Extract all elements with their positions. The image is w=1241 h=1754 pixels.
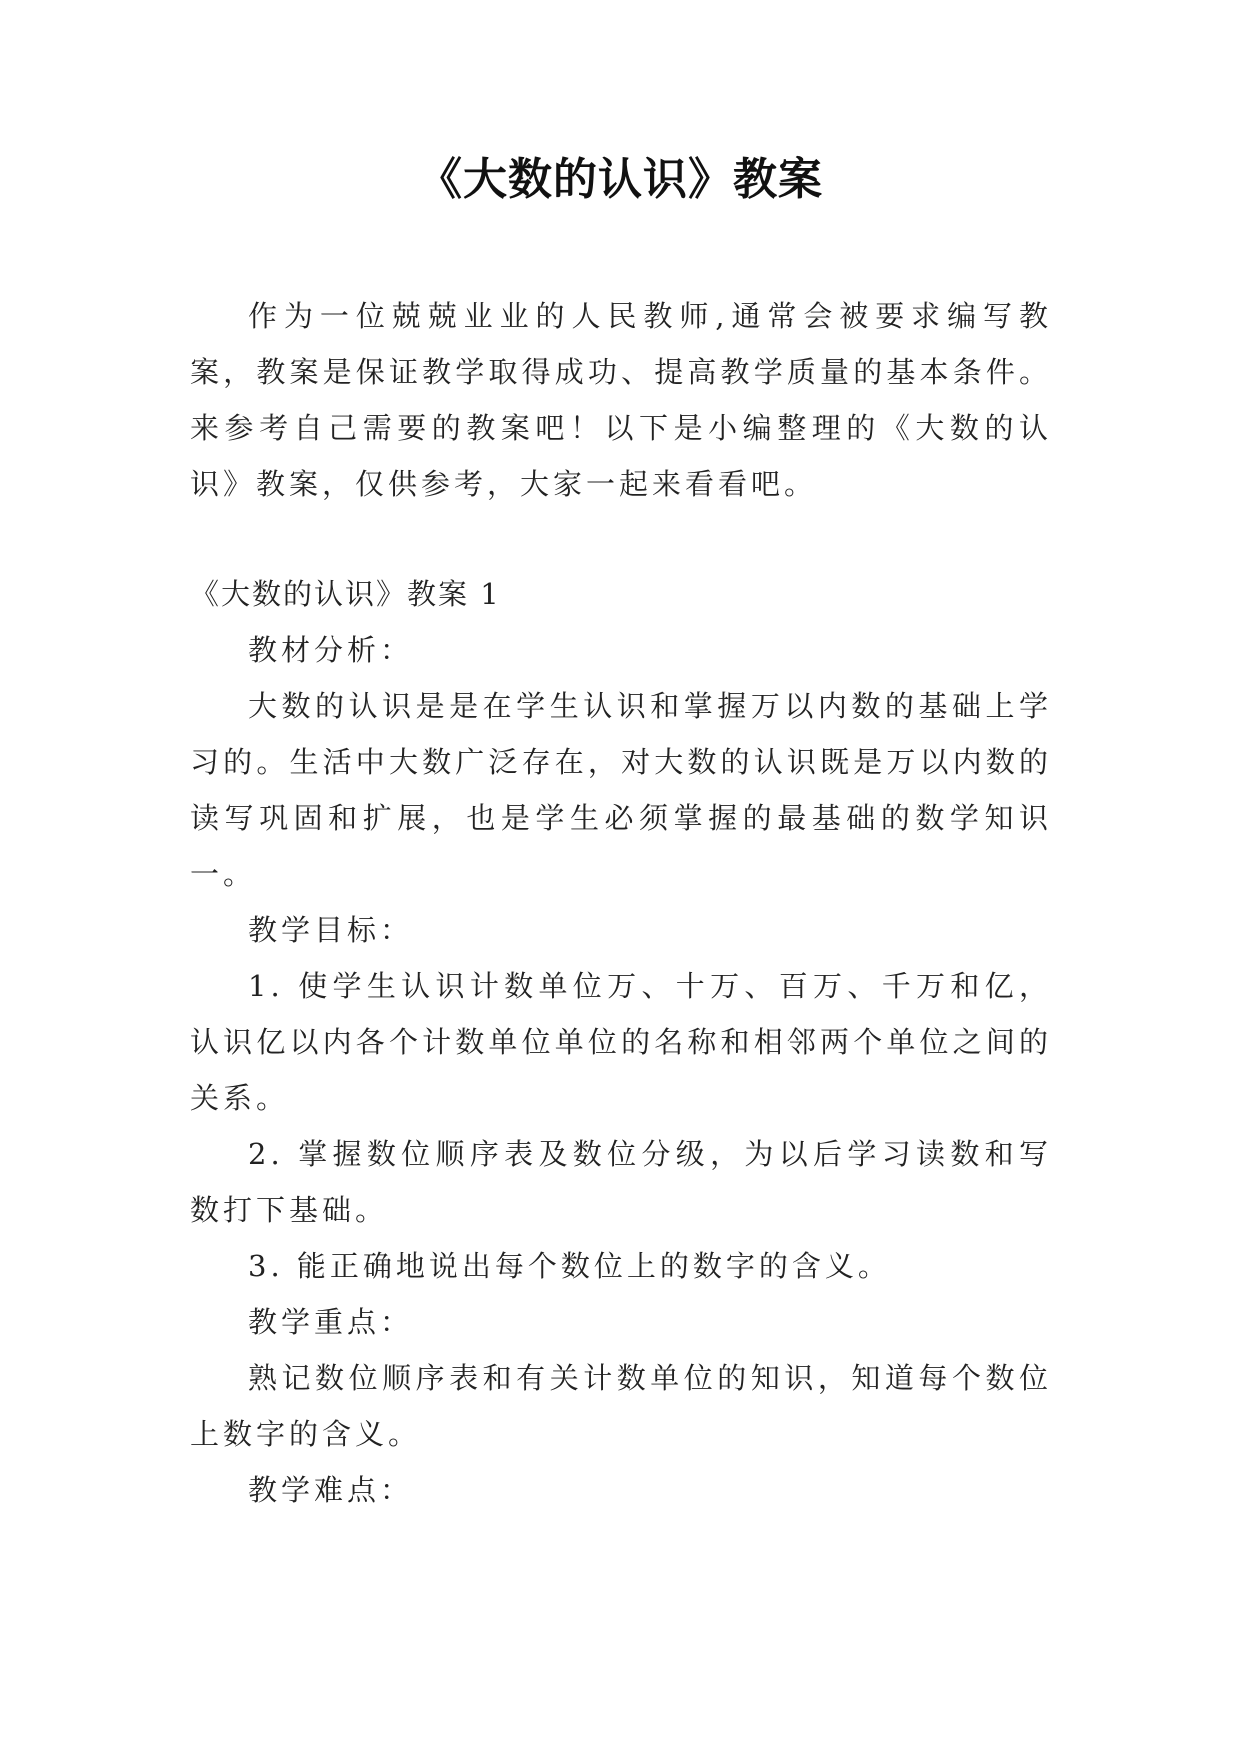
goal-item-2: 2. 掌握数位顺序表及数位分级，为以后学习读数和写数打下基础。 xyxy=(190,1137,1052,1227)
document-body xyxy=(190,288,1052,1518)
difficult-points-label: 教学难点： xyxy=(248,1473,414,1507)
document-title: 《大数的认识》教案 xyxy=(418,154,823,205)
goal-item-1: 1. 使学生认识计数单位万、十万、百万、千万和亿，认识亿以内各个计数单位单位的名称和相邻两个单位之间的关系。 xyxy=(190,969,1052,1115)
section-heading: 《大数的认识》教案 1 xyxy=(190,577,501,611)
goal-item-3: 3. 能正确地说出每个数位上的数字的含义。 xyxy=(248,1249,891,1283)
teaching-goals-label: 教学目标： xyxy=(248,913,414,947)
material-analysis-paragraph: 大数的认识是是在学生认识和掌握万以内数的基础上学习的。生活中大数广泛存在，对大数的认识既是万以内数的读写巩固和扩展，也是学生必须掌握的最基础的数学知识一。 xyxy=(190,689,1052,891)
section-spacer xyxy=(190,512,1052,566)
key-points-label: 教学重点： xyxy=(248,1305,414,1339)
material-analysis-label: 教材分析： xyxy=(248,633,414,667)
intro-paragraph: 作为一位兢兢业业的人民教师,通常会被要求编写教案，教案是保证教学取得成功、提高教学质量的基本条件。来参考自己需要的教案吧！以下是小编整理的《大数的认识》教案，仅供参考，大家一起来看看吧。 xyxy=(190,299,1052,501)
key-points-paragraph: 熟记数位顺序表和有关计数单位的知识，知道每个数位上数字的含义。 xyxy=(190,1361,1052,1451)
